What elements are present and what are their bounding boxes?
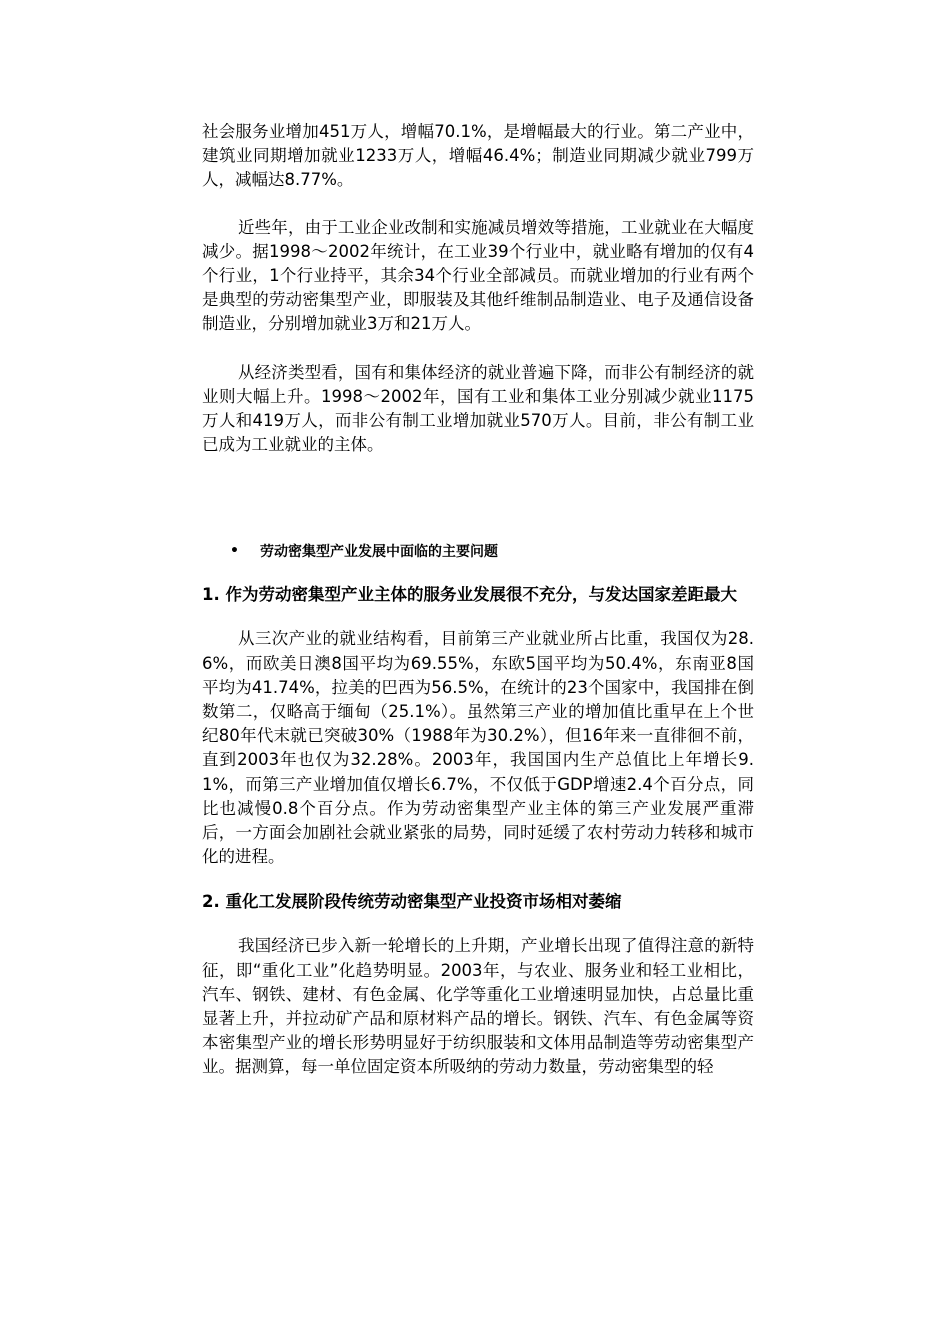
section-heading-2: 2. 重化工发展阶段传统劳动密集型产业投资市场相对萎缩 — [202, 892, 622, 912]
paragraph-economic-type: 从经济类型看，国有和集体经济的就业普遍下降，而非公有制经济的就业则大幅上升。1998～2002年，国有工业和集体工业分别减少就业1175万人和419万人，而非公有制工业增加就业570万人。目前，非公有制工业已成为工业就业的主体。 — [202, 362, 754, 455]
bullet-icon: • — [230, 543, 239, 560]
document-page — [202, 120, 754, 1080]
paragraph-industrial-employment: 近些年，由于工业企业改制和实施减员增效等措施，工业就业在大幅度减少。据1998～2002年统计，在工业39个行业中，就业略有增加的仅有4个行业，1个行业持平，其余34个行业全部减员。而就业增加的行业有两个是典型的劳动密集型产业，即服装及其他纤维制品制造业、电子及通信设备制造业，分别增加就业3万和21万人。 — [202, 217, 754, 334]
paragraph-tertiary-industry: 从三次产业的就业结构看，目前第三产业就业所占比重，我国仅为28.6%，而欧美日澳8国平均为69.55%，东欧5国平均为50.4%，东南亚8国平均为41.74%，拉美的巴西为56.5%，在统计的23个国家中，我国排在倒数第二，仅略高于缅甸（25.1%）。虽然第三产业的增加值比重早在上个世纪80年代末就已突破30%（1988年为30.2%），但16年来一直徘徊不前，直到2003年也仅为32.28%。2003年，我国国内生产总值比上年增长9.1%，而第三产业增加值仅增长6.7%，不仅低于GDP增速2.4个百分点，同比也减慢0.8个百分点。作为劳动密集型产业主体的第三产业发展严重滞后，一方面会加剧社会就业紧张的局势，同时延缓了农村劳动力转移和城市化的进程。 — [202, 629, 754, 867]
bullet-item-label: 劳动密集型产业发展中面临的主要问题 — [260, 544, 498, 561]
bullet-item-main-problems — [202, 540, 754, 562]
paragraph-service-industry: 社会服务业增加451万人，增幅70.1%，是增幅最大的行业。第二产业中，建筑业同期增加就业1233万人，增幅46.4%；制造业同期减少就业799万人，减幅达8.77%。 — [202, 122, 754, 190]
paragraph-heavy-industry: 我国经济已步入新一轮增长的上升期，产业增长出现了值得注意的新特征，即“重化工业”化趋势明显。2003年，与农业、服务业和轻工业相比，汽车、钢铁、建材、有色金属、化学等重化工业增速明显加快，占总量比重显著上升，并拉动矿产品和原材料产品的增长。钢铁、汽车、有色金属等资本密集型产业的增长形势明显好于纺织服装和文体用品制造等劳动密集型产业。据测算，每一单位固定资本所吸纳的劳动力数量，劳动密集型的轻 — [202, 936, 754, 1077]
section-heading-1: 1. 作为劳动密集型产业主体的服务业发展很不充分，与发达国家差距最大 — [202, 585, 737, 605]
